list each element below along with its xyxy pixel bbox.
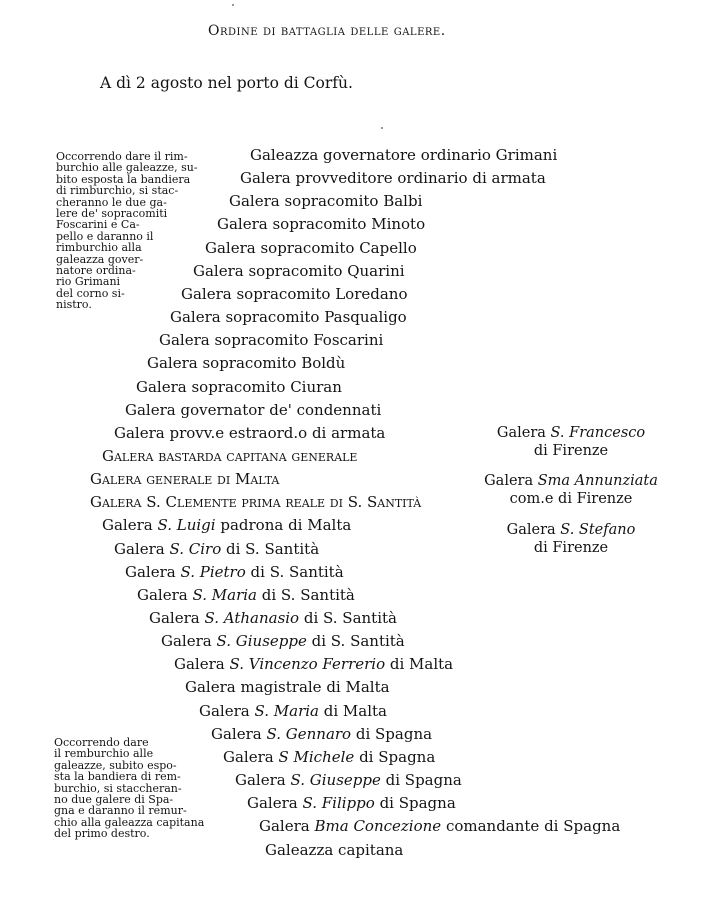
note-line: il remburchio alle xyxy=(54,747,154,761)
galley-text: Galera xyxy=(506,522,561,538)
galley-text: Galera xyxy=(125,562,181,581)
galley-entry xyxy=(229,194,422,209)
galley-owner: di Spagna xyxy=(380,771,462,790)
note-line: no due galere di Spa- xyxy=(54,793,174,807)
galley-entry xyxy=(136,377,342,396)
note-line: rimburchio alla xyxy=(56,241,142,255)
date-line: A dì 2 agosto nel porto di Corfù. xyxy=(100,74,353,92)
note-line: del corno si- xyxy=(56,286,125,300)
galley-text: Galera generale di Malta xyxy=(90,470,280,489)
galley-entry xyxy=(170,310,407,325)
galley-text: Galera xyxy=(174,655,230,674)
galley-text: Galeazza governatore ordinario Grimani xyxy=(250,146,558,164)
galley-entry xyxy=(235,773,462,788)
galley-entry xyxy=(193,261,405,280)
galley-text: Galera xyxy=(199,701,255,720)
galley-entry xyxy=(211,724,433,743)
galley-text: Galera sopracomito Quarini xyxy=(193,261,405,280)
note-line: nistro. xyxy=(56,298,92,312)
note-line: natore ordina- xyxy=(56,264,136,278)
galley-name: S. Maria xyxy=(254,701,319,720)
galley-text: Galera xyxy=(496,425,551,441)
galley-name: S. Athanasio xyxy=(204,609,300,627)
galley-entry xyxy=(223,747,436,766)
note-line: rio Grimani xyxy=(56,275,121,289)
galley-owner: di S. Santità xyxy=(325,493,422,512)
galley-text: Galera sopracomito Foscarini xyxy=(159,331,384,350)
note-line: Occorrendo dare xyxy=(54,736,149,749)
galley-owner: di Spagna xyxy=(374,794,456,813)
galley-entry xyxy=(247,796,456,811)
galley-owner: di Firenze xyxy=(533,540,609,556)
note-line: burchio, si staccheran- xyxy=(54,781,182,795)
galley-entry xyxy=(114,423,386,442)
galley-entry xyxy=(125,400,382,419)
note-line: pello e daranno il xyxy=(56,229,154,243)
galley-owner: di Firenze xyxy=(533,443,609,459)
galley-name: S. Giuseppe xyxy=(216,632,307,651)
note-line: cheranno le due ga- xyxy=(56,195,167,209)
galley-entry xyxy=(114,539,320,558)
galley-owner: di Malta xyxy=(385,655,454,674)
galley-name: S Michele xyxy=(278,747,355,766)
galley-entry xyxy=(125,562,344,581)
galley-owner: di S. Santità xyxy=(299,609,397,627)
galley-owner: di Spagna xyxy=(351,724,433,743)
galley-text: Galera xyxy=(247,794,303,813)
galley-text: Galera governator de' condennati xyxy=(125,400,382,419)
galley-text: Galera sopracomito Pasqualigo xyxy=(170,308,407,327)
note-line: galeazze, subito espo- xyxy=(54,758,177,772)
note-line: chio alla galeazza capitana xyxy=(54,815,205,829)
galley-text: Galera xyxy=(137,585,193,604)
galley-entry xyxy=(181,284,408,303)
galley-text: Galera xyxy=(211,724,267,743)
galley-name: S. Pietro xyxy=(180,562,246,581)
note-line: lere de' sopracomiti xyxy=(56,207,168,221)
galley-owner: di S. Santità xyxy=(256,585,355,604)
galley-text: Galera sopracomito Boldù xyxy=(147,354,346,373)
galley-text: Galeazza capitana xyxy=(265,840,404,859)
galley-text: Galera sopracomito Balbi xyxy=(229,192,423,211)
galley-entry xyxy=(137,585,355,604)
galley-entry xyxy=(199,701,387,720)
page-title: Ordine di battaglia delle galere. xyxy=(208,23,446,39)
note-line: Foscarini e Ca- xyxy=(56,218,140,232)
galley-text: Galera S. Clemente prima reale xyxy=(90,493,325,512)
galley-entry xyxy=(240,171,546,186)
galley-text: Galera bastarda capitana generale xyxy=(102,446,358,465)
galley-text: Galera xyxy=(102,516,158,535)
note-line: Occorrendo dare il rim- xyxy=(56,150,188,163)
galley-owner: di S. Santità xyxy=(245,562,344,581)
galley-name: S. Filippo xyxy=(302,794,375,813)
galley-name: S. Gennaro xyxy=(266,724,352,743)
galley-entry xyxy=(161,634,405,649)
galley-text: Galera xyxy=(235,771,291,790)
side-galley-entry xyxy=(476,424,666,460)
galley-name: S. Francesco xyxy=(550,425,646,441)
note-line: galeazza gover- xyxy=(56,252,144,266)
galley-entry xyxy=(174,657,453,672)
galley-owner: di S. Santità xyxy=(221,539,320,558)
galley-entry xyxy=(149,611,397,626)
note-line: di rimburchio, si stac- xyxy=(56,184,179,198)
note-line: gna e daranno il remur- xyxy=(54,804,187,818)
galley-name: Sma Annunziata xyxy=(537,473,658,489)
galley-owner: com.e di Firenze xyxy=(509,491,633,507)
galley-text: Galera sopracomito Ciuran xyxy=(136,377,342,396)
galley-name: Bma Concezione xyxy=(314,817,442,836)
galley-entry xyxy=(102,518,351,533)
galley-entry xyxy=(265,840,404,859)
galley-text: Galera sopracomito Minoto xyxy=(217,215,426,234)
galley-entry xyxy=(217,217,425,232)
galley-name: S. Vincenzo Ferrerio xyxy=(229,655,386,674)
galley-name: S. Luigi xyxy=(157,516,216,535)
galley-name: S. Stefano xyxy=(560,522,636,538)
galley-text: Galera xyxy=(149,609,205,627)
side-galley-entry xyxy=(476,521,666,557)
galley-entry xyxy=(205,238,417,257)
galley-text: Galera xyxy=(484,473,538,489)
note-line: del primo destro. xyxy=(54,827,150,841)
note-line: bito esposta la bandiera xyxy=(56,172,191,186)
print-speck xyxy=(381,127,383,129)
galley-entry xyxy=(102,446,358,465)
galley-owner: comandante di Spagna xyxy=(441,817,621,836)
galley-text: Galera sopracomito Capello xyxy=(205,238,417,257)
galley-entry xyxy=(250,148,557,163)
galley-text: Galera provveditore ordinario di armata xyxy=(240,169,546,188)
side-galley-entry xyxy=(476,472,666,508)
marginal-note-top xyxy=(56,151,198,311)
galley-text: Galera xyxy=(223,747,279,766)
galley-owner: padrona di Malta xyxy=(215,516,352,535)
note-line: sta la bandiera di rem- xyxy=(54,770,181,784)
galley-text: Galera xyxy=(259,817,315,836)
galley-text: Galera sopracomito Loredano xyxy=(181,284,408,303)
galley-entry xyxy=(147,356,345,371)
marginal-note-bottom xyxy=(54,737,204,840)
galley-owner: di S. Santità xyxy=(306,632,405,651)
galley-text: Galera xyxy=(114,539,170,558)
galley-name: S. Ciro xyxy=(169,539,222,558)
note-line: burchio alle galeazze, su- xyxy=(56,161,198,175)
galley-name: S. Giuseppe xyxy=(290,771,381,790)
galley-text: Galera magistrale di Malta xyxy=(185,678,390,697)
galley-owner: di Spagna xyxy=(354,747,436,766)
galley-entry xyxy=(159,333,383,348)
print-speck xyxy=(232,4,234,6)
galley-entry xyxy=(90,472,279,487)
galley-name: S. Maria xyxy=(192,585,257,604)
galley-text: Galera xyxy=(161,632,217,651)
galley-entry xyxy=(90,495,421,510)
galley-entry xyxy=(259,819,620,834)
galley-owner: di Malta xyxy=(318,701,387,720)
galley-entry xyxy=(185,680,390,695)
galley-text: Galera provv.e estraord.o di armata xyxy=(114,423,386,442)
